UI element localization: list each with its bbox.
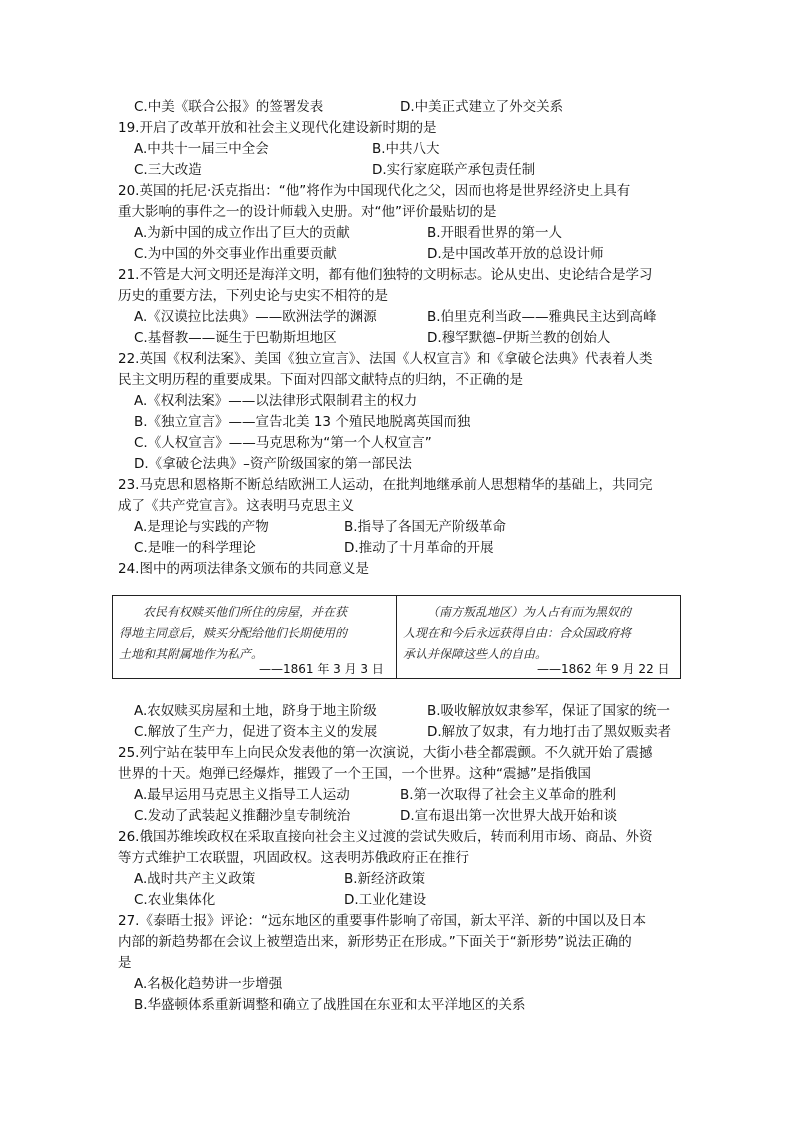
q27-stem-line1: 27.《泰晤士报》评论：“远东地区的重要事件影响了帝国，新太平洋、新的中国以及日本: [118, 913, 646, 929]
q26-option-b: B.新经济政策: [344, 871, 426, 887]
q25-stem-line1: 25.列宁站在装甲车上向民众发表他的第一次演说，大街小巷全都震颤。不久就开始了震撼: [118, 745, 653, 761]
source-left-line1: 农民有权赎买他们所住的房屋，并在获: [143, 605, 348, 619]
q26-option-c: C.农业集体化: [134, 892, 216, 908]
q21-stem-line2: 历史的重要方法，下列史论与史实不相符的是: [118, 288, 388, 304]
q27-option-b: B.华盛顿体系重新调整和确立了战胜国在东亚和太平洋地区的关系: [134, 997, 526, 1013]
q25-stem-line2: 世界的十天。炮弹已经爆炸，摧毁了一个王国，一个世界。这种“震撼”是指俄国: [118, 766, 591, 782]
q20-option-a: A.为新中国的成立作出了巨大的贡献: [134, 225, 350, 241]
q22-option-c: C.《人权宣言》——马克思称为“第一个人权宣言”: [134, 435, 432, 451]
q25-option-c: C.发动了武装起义推翻沙皇专制统治: [134, 808, 351, 824]
q27-stem-line2: 内部的新趋势都在会议上被塑造出来，新形势正在形成。”下面关于“新形势”说法正确的: [118, 934, 632, 950]
q24-source-table: [112, 595, 681, 679]
q25-option-b: B.第一次取得了社会主义革命的胜利: [400, 787, 617, 803]
source-right: [403, 602, 675, 665]
q20-option-c: C.为中国的外交事业作出重要贡献: [134, 246, 337, 262]
q24-option-d: D.解放了奴隶，有力地打击了黑奴贩卖者: [427, 724, 672, 740]
q26-stem-line2: 等方式维护工农联盟，巩固政权。这表明苏俄政府正在推行: [118, 850, 469, 866]
q27-option-a: A.名极化趋势讲一步增强: [134, 976, 283, 992]
q21-option-d: D.穆罕默德–伊斯兰教的创始人: [427, 330, 611, 346]
q20-stem-line2: 重大影响的事件之一的设计师载入史册。对“他”评价最贴切的是: [118, 204, 497, 220]
source-right-line2: 人现在和今后永远获得自由：合众国政府将: [403, 626, 632, 640]
q26-option-d: D.工业化建设: [344, 892, 427, 908]
q21-option-b: B.伯里克利当政——雅典民主达到高峰: [427, 309, 657, 325]
q18-option-d: D.中美正式建立了外交关系: [400, 99, 564, 115]
q23-stem-line1: 23.马克思和恩格斯不断总结欧洲工人运动，在批判地继承前人思想精华的基础上，共同完: [118, 477, 653, 493]
q18-option-c: C.中美《联合公报》的签署发表: [134, 99, 324, 115]
q19-option-d: D.实行家庭联产承包责任制: [372, 162, 536, 178]
q19-option-b: B.中共八大: [372, 141, 440, 157]
q20-option-b: B.开眼看世界的第一人: [427, 225, 563, 241]
q25-option-d: D.宣布退出第一次世界大战开始和谈: [400, 808, 618, 824]
q21-option-c: C.基督教——诞生于巴勒斯坦地区: [134, 330, 337, 346]
source-left-date: ——1861 年 3 月 3 日: [259, 662, 384, 676]
q24-option-a: A.农奴赎买房屋和土地，跻身于地主阶级: [134, 703, 377, 719]
source-right-line3: 承认并保障这些人的自由。: [403, 647, 548, 661]
source-left-line3: 土地和其附属地作为私产。: [119, 647, 264, 661]
q24-option-c: C.解放了生产力，促进了资本主义的发展: [134, 724, 378, 740]
q19-option-a: A.中共十一届三中全会: [134, 141, 269, 157]
q19-option-c: C.三大改造: [134, 162, 202, 178]
q22-stem-line1: 22.英国《权利法案》、美国《独立宣言》、法国《人权宣言》和《拿破仑法典》代表着人类: [118, 351, 653, 367]
source-right-date: ——1862 年 9 月 22 日: [537, 662, 670, 676]
q23-option-a: A.是理论与实践的产物: [134, 519, 269, 535]
q21-option-a: A.《汉谟拉比法典》——欧洲法学的渊源: [134, 309, 377, 325]
q25-option-a: A.最早运用马克思主义指导工人运动: [134, 787, 350, 803]
q22-option-b: B.《独立宣言》——宣告北美 13 个殖民地脱离英国而独: [134, 414, 471, 430]
q27-stem-line3: 是: [118, 955, 132, 971]
source-left: [119, 602, 391, 665]
q23-option-d: D.推动了十月革命的开展: [344, 540, 494, 556]
table-divider: [396, 596, 397, 678]
q24-stem: 24.图中的两项法律条文颁布的共同意义是: [118, 561, 369, 577]
q24-option-b: B.吸收解放奴隶参军，保证了国家的统一: [427, 703, 671, 719]
q20-option-d: D.是中国改革开放的总设计师: [427, 246, 604, 262]
q26-stem-line1: 26.俄国苏维埃政权在采取直接向社会主义过渡的尝试失败后，转而利用市场、商品、外资: [118, 829, 653, 845]
q22-option-a: A.《权利法案》——以法律形式限制君主的权力: [134, 393, 418, 409]
q23-stem-line2: 成了《共产党宣言》。这表明马克思主义: [118, 498, 355, 514]
q21-stem-line1: 21.不管是大河文明还是海洋文明，都有他们独特的文明标志。论从史出、史论结合是学习: [118, 267, 653, 283]
q20-stem-line1: 20.英国的托尼·沃克指出：“他”将作为中国现代化之父，因而也将是世界经济史上具有: [118, 183, 631, 199]
q23-option-b: B.指导了各国无产阶级革命: [344, 519, 507, 535]
source-right-line1: （南方叛乱地区）为人占有而为黑奴的: [427, 605, 632, 619]
q19-stem: 19.开启了改革开放和社会主义现代化建设新时期的是: [118, 120, 437, 136]
q23-option-c: C.是唯一的科学理论: [134, 540, 256, 556]
q22-stem-line2: 民主文明历程的重要成果。下面对四部文献特点的归纳，不正确的是: [118, 372, 523, 388]
q26-option-a: A.战时共产主义政策: [134, 871, 256, 887]
q22-option-d: D.《拿破仑法典》–资产阶级国家的第一部民法: [134, 456, 412, 472]
source-left-line2: 得地主同意后，赎买分配给他们长期使用的: [119, 626, 348, 640]
